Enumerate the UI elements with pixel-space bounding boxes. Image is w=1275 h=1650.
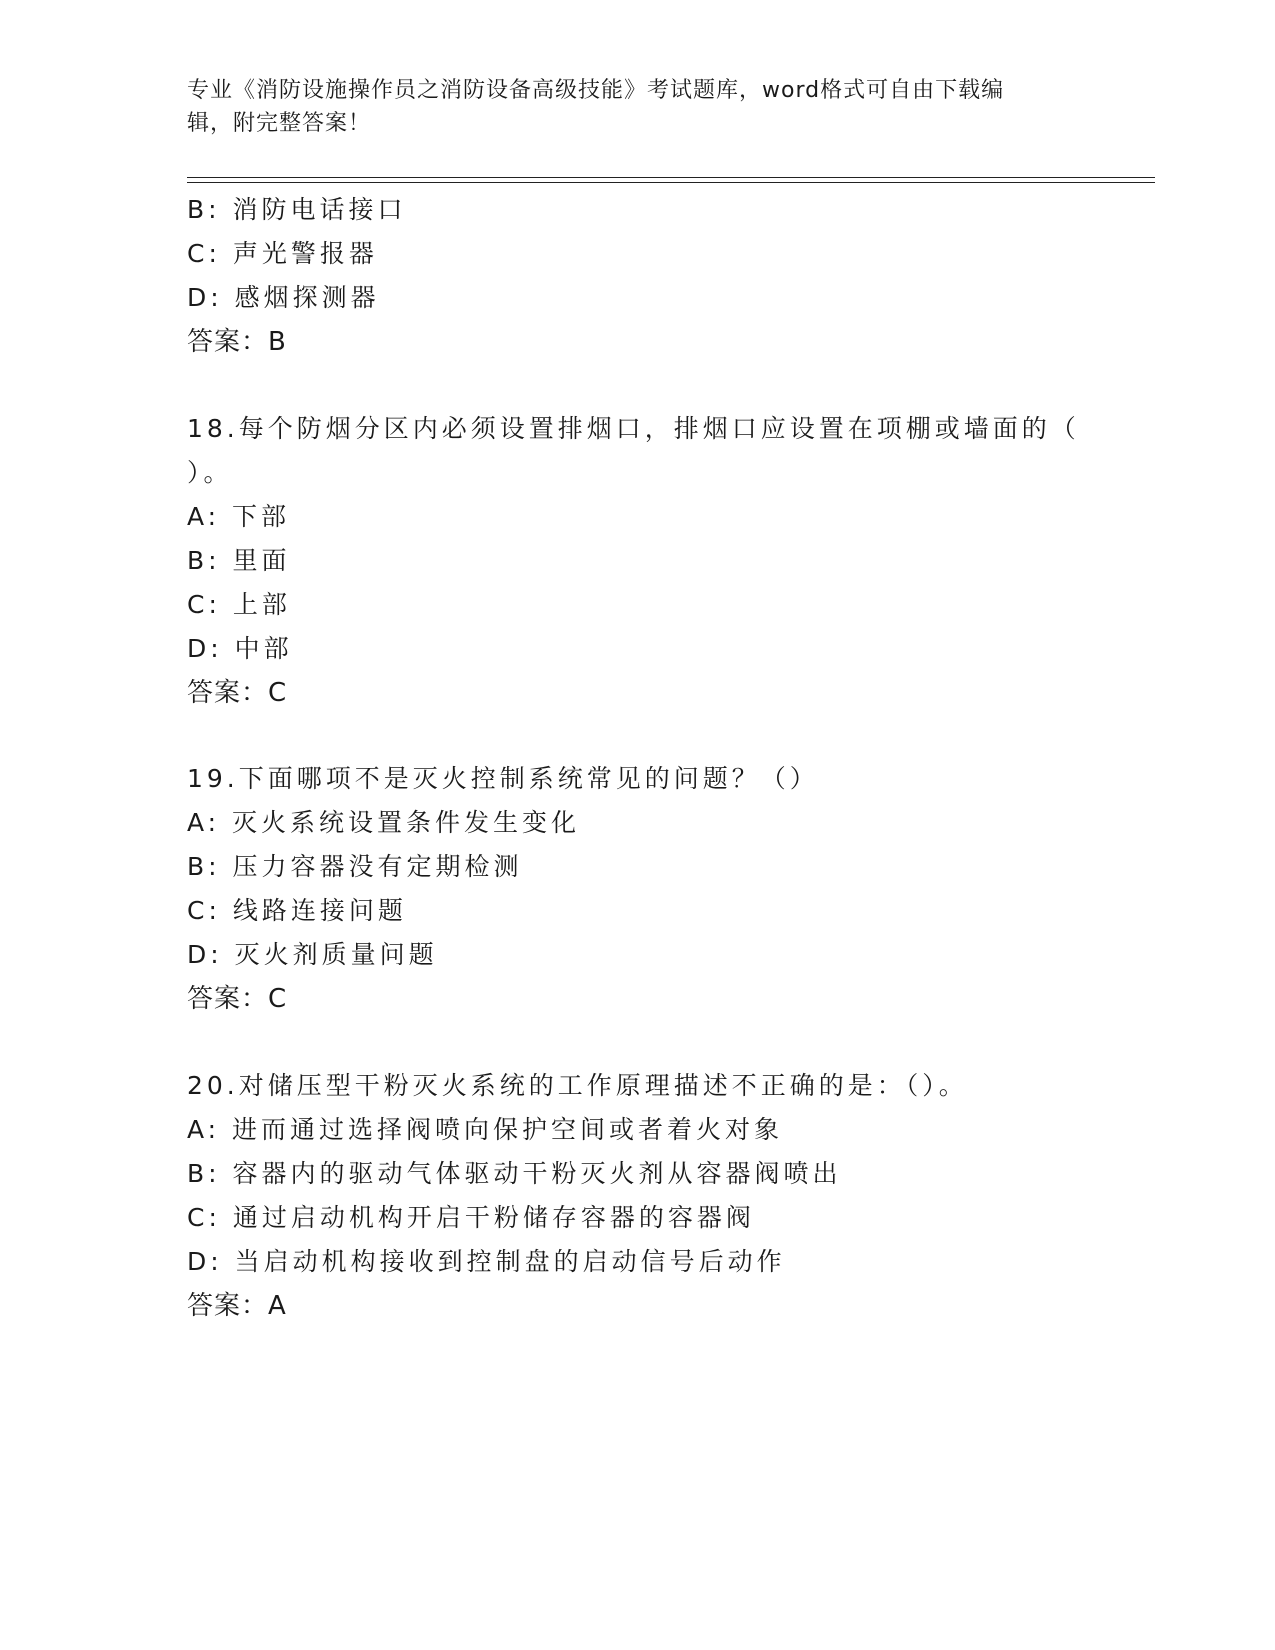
header-line-2: 辑，附完整答案！: [187, 111, 372, 136]
q18-option-b: B: 里面: [187, 546, 291, 575]
q18-option-c: C: 上部: [187, 590, 291, 619]
q18-stem-line-2: ）。: [187, 458, 233, 487]
document-header: [187, 74, 1087, 140]
q18-answer: 答案：C: [187, 678, 288, 708]
q19-option-d: D: 灭火剂质量问题: [187, 940, 438, 969]
q17-option-c: C: 声光警报器: [187, 239, 378, 268]
q20-stem: 20.对储压型干粉灭火系统的工作原理描述不正确的是：（）。: [187, 1071, 968, 1100]
q20-option-b: B: 容器内的驱动气体驱动干粉灭火剂从容器阀喷出: [187, 1159, 842, 1188]
q20-answer: 答案：A: [187, 1291, 287, 1321]
q18-stem-line-1: 18.每个防烟分区内必须设置排烟口，排烟口应设置在项棚或墙面的（: [187, 414, 1080, 443]
q18-option-d: D: 中部: [187, 634, 293, 663]
q19-option-c: C: 线路连接问题: [187, 896, 407, 925]
q19-stem: 19.下面哪项不是灭火控制系统常见的问题？（）: [187, 764, 819, 793]
q17-option-d: D: 感烟探测器: [187, 283, 380, 312]
q19-answer: 答案：C: [187, 984, 288, 1014]
q19-option-a: A: 灭火系统设置条件发生变化: [187, 808, 581, 837]
header-divider-top: [187, 177, 1155, 178]
q19-option-b: B: 压力容器没有定期检测: [187, 852, 523, 881]
q18-option-a: A: 下部: [187, 502, 291, 531]
q17-option-b: B: 消防电话接口: [187, 195, 407, 224]
header-divider-bottom: [187, 182, 1155, 183]
q17-answer: 答案：B: [187, 327, 287, 357]
q20-option-d: D: 当启动机构接收到控制盘的启动信号后动作: [187, 1247, 786, 1276]
q20-option-a: A: 进而通过选择阀喷向保护空间或者着火对象: [187, 1115, 784, 1144]
header-line-1: 专业《消防设施操作员之消防设备高级技能》考试题库，word格式可自由下载编: [187, 78, 1005, 103]
q20-option-c: C: 通过启动机构开启干粉储存容器的容器阀: [187, 1203, 755, 1232]
